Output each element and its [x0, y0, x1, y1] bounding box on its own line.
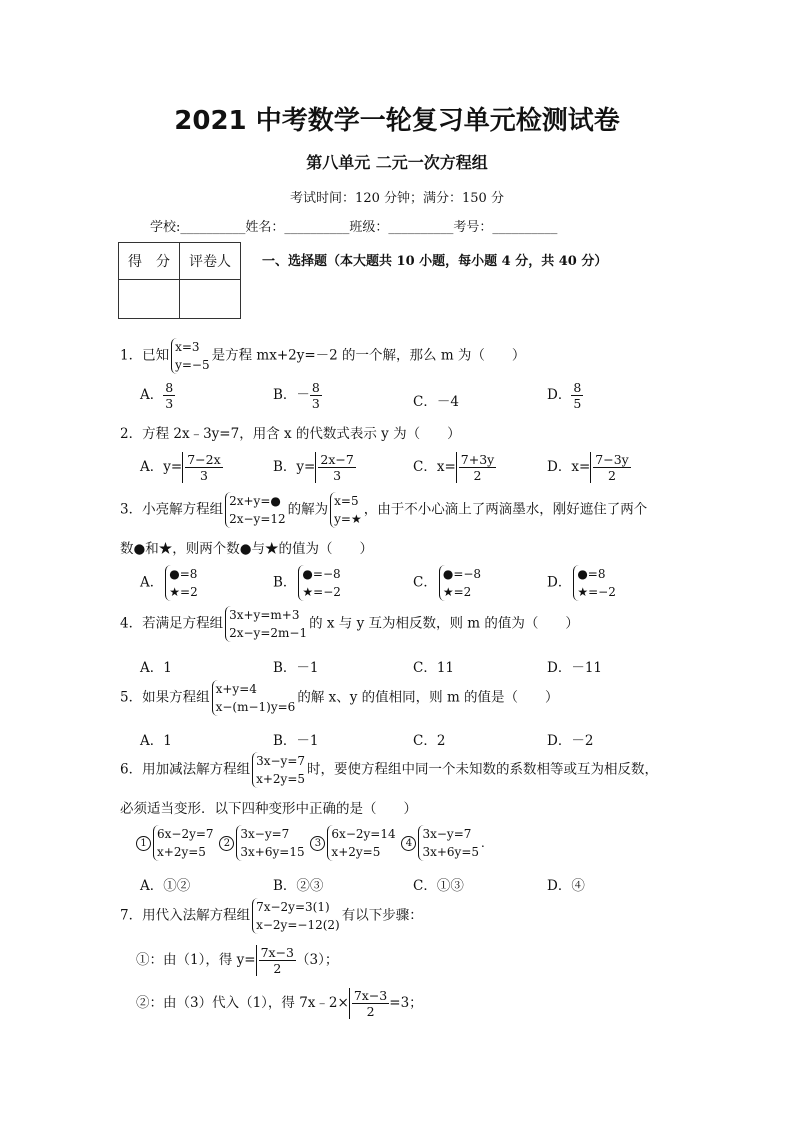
- option-a[interactable]: A．①②: [140, 878, 191, 894]
- student-info-line: 学校:__________姓名：__________班级：__________考号：__________: [150, 220, 558, 235]
- question-6-line2: 必须适当变形．以下四种变形中正确的是（ ）: [120, 801, 417, 817]
- option-c[interactable]: C．11: [413, 660, 455, 676]
- circled-number: 3: [310, 836, 325, 851]
- equation-system: x+y=4 x−(m−1)y=6: [212, 680, 296, 716]
- option-b[interactable]: B． ●=−8 ★=−2: [273, 567, 341, 599]
- equation-system: x=3 y=−5: [171, 338, 210, 374]
- question-7: 7．用代入法解方程组 7x−2y=3(1) x−2y=−12(2) 有以下步骤：: [120, 900, 423, 932]
- option-c[interactable]: C．2: [413, 733, 446, 749]
- option-d[interactable]: D．x= $\frac{7-3y}{2}$: [547, 452, 629, 483]
- option-c[interactable]: C．－4: [413, 394, 459, 410]
- question-5: 5．如果方程组 x+y=4 x−(m−1)y=6 的解 x、y 的值相同，则 m 的值是（ ）: [120, 682, 559, 714]
- option-b[interactable]: B．y= $\frac{2x-7}{3}$: [273, 452, 354, 483]
- option-d[interactable]: D．－11: [547, 660, 603, 676]
- option-d[interactable]: D．④: [547, 878, 585, 894]
- option-a[interactable]: A． ●=8 ★=2: [140, 567, 198, 599]
- option-a[interactable]: A．y= $\frac{7-2x}{3}$: [140, 452, 221, 483]
- option-b[interactable]: B．－ $\frac{8}{3}$: [273, 380, 320, 411]
- option-a[interactable]: A．1: [140, 733, 172, 749]
- question-3: 3．小亮解方程组 2x+y=● 2x−y=12 的解为 x=5 y=★ ，由于不小心滴上了两滴墨水，刚好遮住了两个: [120, 494, 648, 526]
- question-4: 4．若满足方程组 3x+y=m+3 2x−y=2m−1 的 x 与 y 互为相反数，则 m 的值为（ ）: [120, 608, 579, 640]
- option-c[interactable]: C．x= $\frac{7+3y}{2}$: [413, 452, 495, 483]
- score-header: 得 分: [119, 243, 180, 280]
- section-title: 一、选择题（本大题共 10 小题，每小题 4 分，共 40 分）: [262, 254, 608, 269]
- equation-system: 2x+y=● 2x−y=12: [225, 492, 286, 528]
- option-a[interactable]: A．1: [140, 660, 172, 676]
- option-c[interactable]: C． ●=−8 ★=2: [413, 567, 482, 599]
- option-a[interactable]: A． $\frac{8}{3}$: [140, 380, 174, 411]
- circled-number: 4: [401, 836, 416, 851]
- transform-forms: 1 6x−2y=7 x+2y=5 2 3x−y=7 3x+6y=15 3 6x−2y=14 x+2y=5 4 3x−y=7 3x+6y=5 ．: [136, 825, 493, 861]
- exam-info: 考试时间：120 分钟；满分：150 分: [290, 191, 504, 206]
- grader-header: 评卷人: [180, 243, 241, 280]
- circled-number: 1: [136, 836, 151, 851]
- question-6: 6．用加减法解方程组 3x−y=7 x+2y=5 时，要使方程组中同一个未知数的系数相等或互为相反数，: [120, 754, 659, 786]
- score-table: [118, 242, 241, 319]
- score-cell: [119, 280, 180, 319]
- equation-system: 3x−y=7 x+2y=5: [252, 752, 305, 788]
- page-title: 2021 中考数学一轮复习单元检测试卷: [174, 106, 620, 136]
- circled-number: 2: [219, 836, 234, 851]
- option-b[interactable]: B．②③: [273, 878, 324, 894]
- step-2: ②：由（3）代入（1），得 7x﹣2× $\frac{7x-3}{2}$ =3；: [136, 988, 423, 1019]
- question-2: 2．方程 2x﹣3y=7，用含 x 的代数式表示 y 为（ ）: [120, 426, 461, 442]
- equation-system: 7x−2y=3(1) x−2y=−12(2): [252, 898, 340, 934]
- question-3-line2: 数●和★，则两个数●与★的值为（ ）: [120, 541, 374, 557]
- equation-system: 3x+y=m+3 2x−y=2m−1: [225, 606, 307, 642]
- option-d[interactable]: D． $\frac{8}{5}$: [547, 380, 582, 411]
- step-1: ①：由（1），得 y= $\frac{7x-3}{2}$ （3）；: [136, 945, 339, 976]
- grader-cell: [180, 280, 241, 319]
- option-d[interactable]: D． ●=8 ★=−2: [547, 567, 616, 599]
- question-1: 1．已知 x=3 y=−5 是方程 mx+2y=－2 的一个解，那么 m 为（ ）: [120, 340, 526, 372]
- option-d[interactable]: D．－2: [547, 733, 594, 749]
- solution-system: x=5 y=★: [330, 492, 362, 528]
- option-b[interactable]: B．－1: [273, 733, 319, 749]
- option-c[interactable]: C．①③: [413, 878, 464, 894]
- page-subtitle: 第八单元 二元一次方程组: [306, 153, 488, 172]
- option-b[interactable]: B．－1: [273, 660, 319, 676]
